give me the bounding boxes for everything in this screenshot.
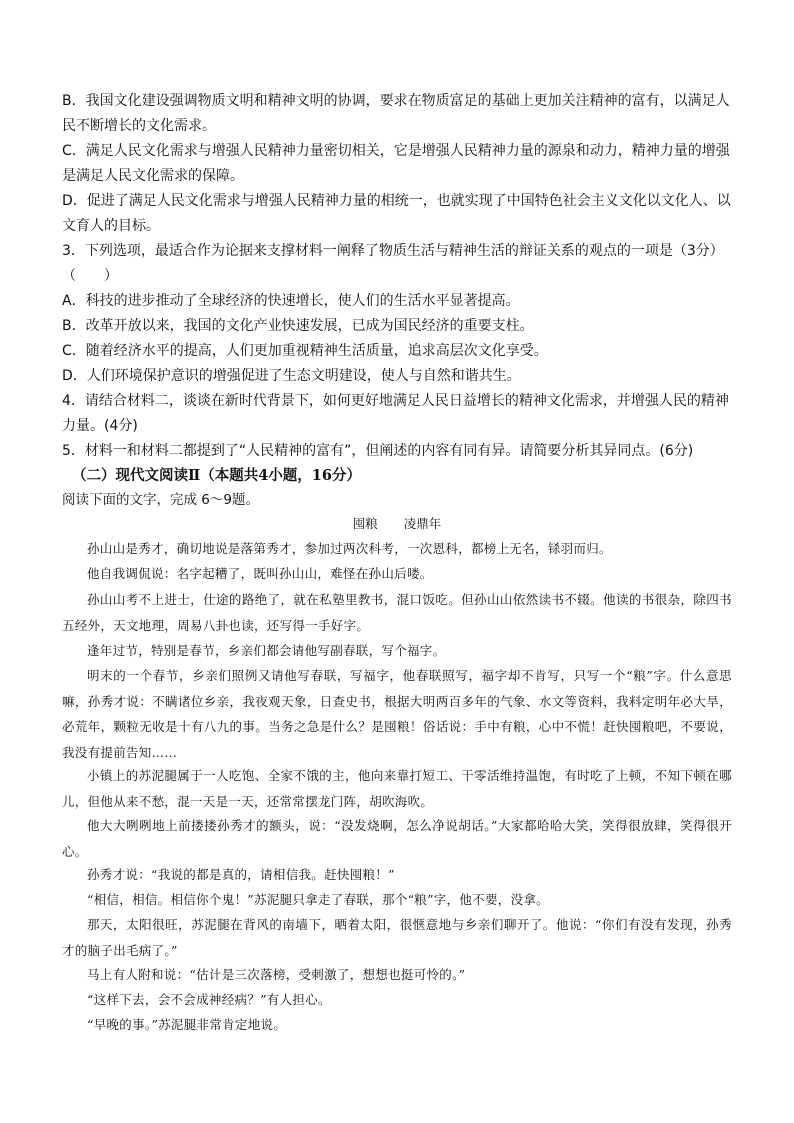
question-3: 3．下列选项，最适合作为论据来支撑材料一阐释了物质生活与精神生活的辩证关系的观点的一项是（3分）（ ） bbox=[62, 243, 724, 284]
story-paragraph: 孙山山是秀才，确切地说是落第秀才，参加过两次科考，一次恩科，都榜上无名，铩羽而归。 bbox=[87, 541, 612, 556]
question-3-option-a: A．科技的进步推动了全球经济的快速增长，使人们的生活水平显著提高。 bbox=[62, 293, 520, 309]
question-4: 4．请结合材料二，谈谈在新时代背景下，如何更好地满足人民日益增长的精神文化需求，并增强人民的精神力量。(4分) bbox=[62, 393, 729, 434]
story-paragraph: 孙秀才说：“我说的都是真的，请相信我。赶快囤粮！” bbox=[87, 867, 395, 882]
question-3-option-d: D．人们环境保护意识的增强促进了生态文明建设，使人与自然和谐共生。 bbox=[62, 368, 521, 384]
question-5: 5．材料一和材料二都提到了“人民精神的富有”，但阐述的内容有同有异。请简要分析其异同点。(6分) bbox=[62, 443, 694, 459]
story-title-line bbox=[0, 513, 794, 535]
story-paragraph: 马上有人附和说：“估计是三次落榜，受刺激了，想想也挺可怜的。” bbox=[87, 967, 466, 982]
story-title: 囤粮 bbox=[352, 516, 378, 531]
section-instruction: 阅读下面的文字，完成 6～9题。 bbox=[62, 492, 259, 508]
story-paragraph: 明末的一个春节，乡亲们照例又请他写春联，写福字，他春联照写，福字却不肯写，只写一个“粮”字。什么意思嘛，孙秀才说：不瞒诸位乡亲，我夜观天象，日查史书，根据大明两百多年的气象、水文等资料，我料定明年必大旱，必荒年，颗粒无收是十有八九的事。当务之急是什么？是囤粮！俗话说：手中有粮，心中不慌！赶快囤粮吧，不要说，我没有提前告知…… bbox=[62, 668, 732, 760]
story-paragraph: 他自我调侃说：名字起糟了，既叫孙山山，难怪在孙山后喽。 bbox=[87, 566, 433, 581]
question-3-option-c: C．随着经济水平的提高，人们更加重视精神生活质量，追求高层次文化享受。 bbox=[62, 343, 548, 359]
option-d: D．促进了满足人民文化需求与增强人民精神力量的相统一，也就实现了中国特色社会主义文化以文化人、以文育人的目标。 bbox=[62, 193, 731, 234]
story-paragraph: “这样下去，会不会成神经病？”有人担心。 bbox=[87, 992, 331, 1007]
option-b: B．我国文化建设强调物质文明和精神文明的协调，要求在物质富足的基础上更加关注精神的富有，以满足人民不断增长的文化需求。 bbox=[62, 93, 730, 134]
section-heading: （二）现代文阅读Ⅱ（本题共4小题，16分） bbox=[72, 467, 361, 484]
option-c: C．满足人民文化需求与增强人民精神力量密切相关，它是增强人民精神力量的源泉和动力，精神力量的增强是满足人民文化需求的保障。 bbox=[62, 143, 730, 184]
story-author: 凌鼎年 bbox=[403, 516, 442, 531]
story-paragraph: 那天，太阳很旺，苏泥腿在背风的南墙下，晒着太阳，很惬意地与乡亲们聊开了。他说：“你们有没有发现，孙秀才的脑子出毛病了。” bbox=[62, 917, 732, 958]
story-paragraph: “早晚的事。”苏泥腿非常肯定地说。 bbox=[87, 1017, 287, 1032]
story-paragraph: 他大大咧咧地上前搂搂孙秀才的额头，说：“没发烧啊，怎么净说胡话。”大家都哈哈大笑，笑得很放肆，笑得很开心。 bbox=[62, 818, 732, 859]
story-paragraph: 逢年过节，特别是春节，乡亲们都会请他写副春联，写个福字。 bbox=[87, 643, 446, 658]
question-3-option-b: B．改革开放以来，我国的文化产业快速发展，已成为国民经济的重要支柱。 bbox=[62, 318, 534, 334]
story-paragraph: “相信，相信。相信你个鬼！”苏泥腿只拿走了春联，那个“粮”字，他不要，没拿。 bbox=[87, 892, 549, 907]
story-paragraph: 小镇上的苏泥腿属于一人吃饱、全家不饿的主，他向来靠打短工、干零活维持温饱，有时吃了上顿，不知下顿在哪儿，但他从来不愁，混一天是一天，还常常摆龙门阵，胡吹海吹。 bbox=[62, 768, 732, 809]
story-paragraph: 孙山山考不上进士，仕途的路绝了，就在私塾里教书，混口饭吃。但孙山山依然读书不辍。他读的书很杂，除四书五经外，天文地理，周易八卦也读，还写得一手好字。 bbox=[62, 592, 732, 633]
